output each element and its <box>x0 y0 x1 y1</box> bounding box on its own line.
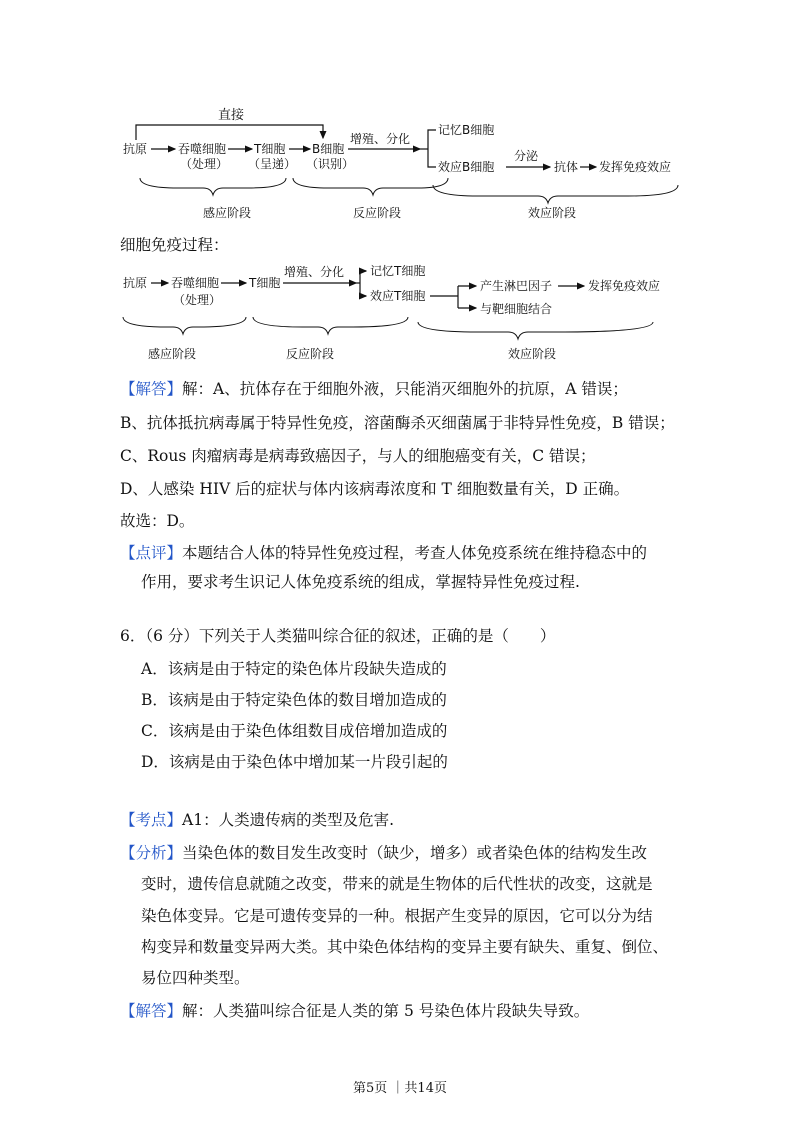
q6-analysis-2: 变时，遗传信息就随之改变，带来的就是生物体的后代性状的改变，这就是 <box>141 875 653 893</box>
direct-label: 直接 <box>218 108 245 123</box>
q6-option-c: C．该病是由于染色体组数目成倍增加造成的 <box>141 722 448 740</box>
brace-stage3 <box>433 185 678 203</box>
q5-answer-d: D、人感染 HIV 后的症状与体内该病毒浓度和 T 细胞数量有关，D 正确。 <box>120 480 630 498</box>
answer-tag-6: 【解答】 <box>120 1002 183 1020</box>
page-footer: 第5页 ｜共14页 <box>353 1081 447 1096</box>
brace2-stage2 <box>253 317 408 334</box>
q5-choice: 故选：D。 <box>120 512 195 530</box>
antigen-label-2: 抗原 <box>123 276 148 290</box>
stage2-label: 反应阶段 <box>353 206 402 220</box>
brace2-stage3 <box>418 322 653 339</box>
analysis-tag: 【分析】 <box>120 844 183 862</box>
antigen-label: 抗原 <box>123 142 148 156</box>
antibody-label: 抗体 <box>554 160 579 174</box>
q6-option-a: A．该病是由于特定的染色体片段缺失造成的 <box>141 660 447 678</box>
q6-analysis-5: 易位四种类型。 <box>141 969 250 987</box>
q6-option-d: D．该病是由于染色体中增加某一片段引起的 <box>141 753 448 771</box>
process-label: （处理） <box>180 157 229 171</box>
process-label-2: （处理） <box>173 293 222 307</box>
answer-tag: 【解答】 <box>120 380 183 398</box>
q6-analysis-1: 【分析】当染色体的数目发生改变时（缺少，增多）或者染色体的结构发生改 <box>120 844 648 862</box>
b-cell-label: B细胞 <box>312 142 345 156</box>
stage1-label: 感应阶段 <box>203 206 252 220</box>
q6-analysis-3: 染色体变异。它是可遗传变异的一种。根据产生变异的原因，它可以分为结 <box>141 907 653 925</box>
q6-stem: 6．（6 分）下列关于人类猫叫综合征的叙述，正确的是（ ） <box>120 627 556 645</box>
q6-analysis-4: 构变异和数量变异两大类。其中染色体结构的变异主要有缺失、重复、倒位、 <box>141 938 669 956</box>
memory-t-label: 记忆T细胞 <box>370 264 426 278</box>
stage3-label: 效应阶段 <box>528 206 577 220</box>
proliferate-label-2: 增殖、分化 <box>284 265 345 279</box>
brace-stage2 <box>293 178 448 195</box>
q5-answer-c: C、Rous 肉瘤病毒是病毒致癌因子，与人的细胞癌变有关，C 错误； <box>120 447 596 465</box>
stage2-label-2: 反应阶段 <box>286 347 335 361</box>
effector-t-label: 效应T细胞 <box>370 289 426 303</box>
t-cell-label: T细胞 <box>254 142 286 156</box>
secrete-label: 分泌 <box>514 149 539 163</box>
q5-answer-a: 【解答】解：A、抗体存在于细胞外液，只能消灭细胞外的抗原，A 错误； <box>120 380 628 398</box>
cellular-immunity-diagram <box>118 262 698 367</box>
lymphokine-label: 产生淋巴因子 <box>480 279 553 293</box>
humoral-immunity-diagram <box>118 100 698 230</box>
keypoint-tag: 【考点】 <box>120 811 183 829</box>
effect-label-2: 发挥免疫效应 <box>588 279 661 293</box>
q5-comment-1: 【点评】本题结合人体的特异性免疫过程，考查人体免疫系统在维持稳态中的 <box>120 544 648 562</box>
stage1-label-2: 感应阶段 <box>148 347 197 361</box>
comment-tag: 【点评】 <box>120 544 183 562</box>
direct-arrow <box>136 125 323 140</box>
q6-keypoint: 【考点】A1：人类遗传病的类型及危害. <box>120 811 394 829</box>
proliferate-label: 增殖、分化 <box>350 132 411 146</box>
t-cell-label-2: T细胞 <box>249 276 281 290</box>
stage3-label-2: 效应阶段 <box>508 347 557 361</box>
effect-label: 发挥免疫效应 <box>599 160 672 174</box>
recognize-label: （识别） <box>306 157 355 171</box>
q6-option-b: B．该病是由于特定染色体的数目增加造成的 <box>141 691 447 709</box>
brace2-stage1 <box>123 317 246 334</box>
q6-answer: 【解答】解：人类猫叫综合征是人类的第 5 号染色体片段缺失导致。 <box>120 1002 590 1020</box>
present-label: （呈递） <box>248 157 297 171</box>
memory-b-label: 记忆B细胞 <box>438 123 495 137</box>
phagocyte-label-2: 吞噬细胞 <box>171 276 220 290</box>
target-cell-label: 与靶细胞结合 <box>480 302 553 316</box>
q5-comment-2: 作用，要求考生识记人体免疫系统的组成，掌握特异性免疫过程. <box>141 573 580 591</box>
cell-immunity-heading: 细胞免疫过程： <box>120 236 229 254</box>
brace-stage1 <box>140 178 286 195</box>
q5-answer-b: B、抗体抵抗病毒属于特异性免疫，溶菌酶杀灭细菌属于非特异性免疫，B 错误； <box>120 414 675 432</box>
effector-b-label: 效应B细胞 <box>438 160 495 174</box>
phagocyte-label: 吞噬细胞 <box>178 142 227 156</box>
